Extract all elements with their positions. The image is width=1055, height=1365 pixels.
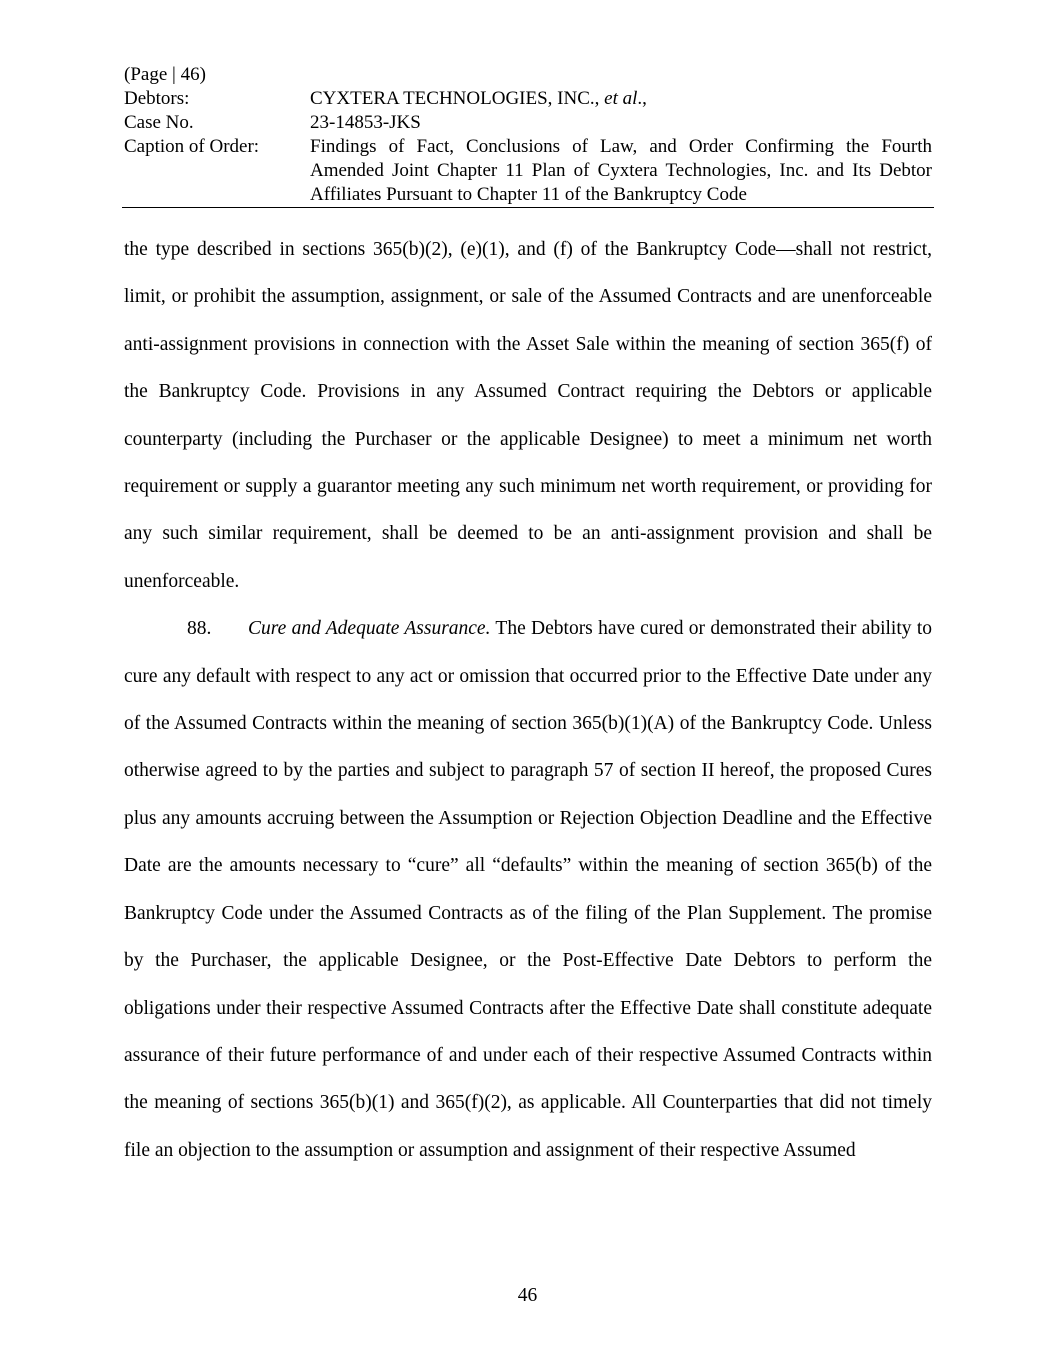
caption-text: Findings of Fact, Conclusions of Law, and Order Confirming the Fourth Amended Joint Chapter 11 Plan of Cyxtera Technologies, Inc. and Its Debtor Affiliates Pursuant to Chapter 11 of the Bankruptcy Code (310, 136, 932, 205)
continuation-paragraph: the type described in sections 365(b)(2), (e)(1), and (f) of the Bankruptcy Code—shall not restrict, limit, or prohibit the assumption, assignment, or sale of the Assumed Contracts and are unenforceable anti-assignment provisions in connection with the Asset Sale within the meaning of section 365(f) of the Bankruptcy Code. Provisions in any Assumed Contract requiring the Debtors or applicable counterparty (including the Purchaser or the applicable Designee) to meet a minimum net worth requirement or supply a guarantor meeting any such minimum net worth requirement, or providing for any such similar requirement, shall be deemed to be an anti-assignment provision and shall be unenforceable. (124, 239, 932, 592)
caption-label: Caption of Order: (124, 136, 260, 157)
debtors-suffix: ., (637, 88, 647, 109)
debtors-label: Debtors: (124, 88, 190, 109)
debtors-name: CYXTERA TECHNOLOGIES, INC., (310, 88, 600, 109)
paragraph-title: Cure and Adequate Assurance. (248, 618, 491, 640)
debtors-value (310, 87, 932, 111)
case-row (124, 111, 932, 135)
header-divider (122, 207, 934, 208)
page-ref-row (124, 63, 932, 87)
debtors-etal: et al (604, 88, 638, 109)
paragraph-text: The Debtors have cured or demonstrated their ability to cure any default with respect to any act or omission that occurred prior to the Effective Date under any of the Assumed Contracts within the meaning of section 365(b)(1)(A) of the Bankruptcy Code. Unless otherwise agreed to by the parties and subject to paragraph 57 of section II hereof, the proposed Cures plus any amounts accruing between the Assumption or Rejection Objection Deadline and the Effective Date are the amounts necessary to “cure” all “defaults” within the meaning of section 365(b) of the Bankruptcy Code under the Assumed Contracts as of the filing of the Plan Supplement. The promise by the Purchaser, the applicable Designee, or the Post-Effective Date Debtors to perform the obligations under their respective Assumed Contracts after the Effective Date shall constitute adequate assurance of their future performance of and under each of their respective Assumed Contracts within the meaning of sections 365(b)(1) and 365(f)(2), as applicable. All Counterparties that did not timely file an objection to the assumption or assumption and assignment of their respective Assumed (124, 618, 932, 1161)
paragraph-number: 88. (187, 618, 212, 640)
page-number: 46 (517, 1285, 538, 1306)
case-number: 23-14853-JKS (310, 112, 421, 133)
paragraph-88 (124, 605, 932, 1174)
caption-row (124, 135, 932, 207)
debtors-row (124, 87, 932, 111)
document-body (124, 226, 932, 1174)
case-label: Case No. (124, 112, 194, 133)
page-header (124, 63, 932, 207)
page-reference: (Page | 46) (124, 64, 206, 85)
